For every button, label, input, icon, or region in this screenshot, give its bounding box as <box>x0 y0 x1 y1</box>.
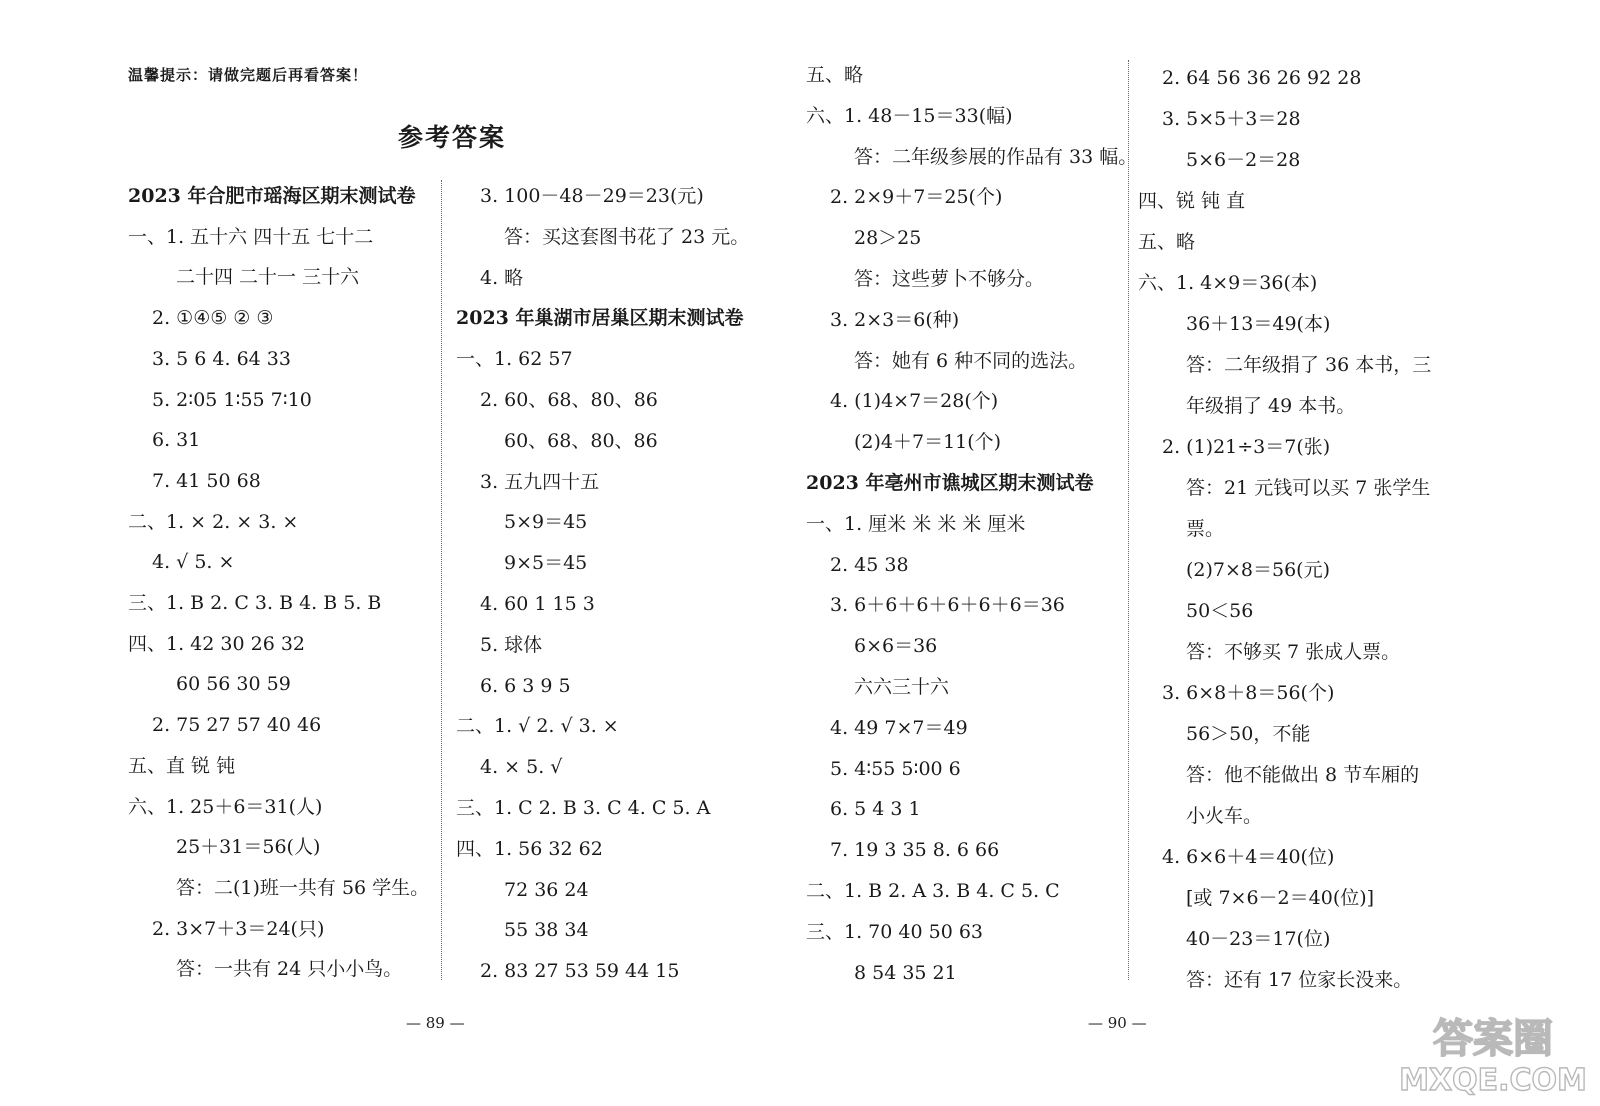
answer-line: 2. 75 27 57 40 46 <box>152 714 322 736</box>
answer-line: 四、锐 钝 直 <box>1138 190 1246 212</box>
answer-line: 60、68、80、86 <box>504 430 658 452</box>
answer-line: 4. × 5. √ <box>480 756 563 778</box>
answer-line: 答：他不能做出 8 节车厢的 <box>1186 764 1420 786</box>
answer-line: (2)4＋7＝11(个) <box>854 431 1002 453</box>
page-number-right: — 90 — <box>1088 1014 1147 1032</box>
answer-line: 2. 3×7＋3＝24(只) <box>152 918 325 940</box>
answer-line: 二、1. B 2. A 3. B 4. C 5. C <box>806 880 1060 902</box>
answer-line: 2. 60、68、80、86 <box>480 389 658 411</box>
answer-line: (2)7×8＝56(元) <box>1186 559 1331 581</box>
answer-line: 5. 2∶05 1∶55 7∶10 <box>152 389 312 411</box>
page-number-left: — 89 — <box>406 1014 465 1032</box>
answer-line: 二、1. × 2. × 3. × <box>128 511 299 533</box>
answer-line: 一、1. 厘米 米 米 米 厘米 <box>806 513 1026 535</box>
answer-line: 5. 4∶55 5∶00 6 <box>830 758 961 780</box>
answer-line: 五、直 锐 钝 <box>128 755 236 777</box>
answer-line: 3. 2×3＝6(种) <box>830 309 960 331</box>
answer-line: 2. 64 56 36 26 92 28 <box>1162 67 1362 89</box>
svg-text:答案圈: 答案圈 <box>1433 1016 1553 1062</box>
answer-line: 答：这些萝卜不够分。 <box>854 268 1045 290</box>
answer-line: 答：还有 17 位家长没来。 <box>1186 969 1413 991</box>
section-heading: 2023 年亳州市谯城区期末测试卷 <box>806 472 1094 494</box>
answer-line: 3. 100－48－29＝23(元) <box>480 185 704 207</box>
page-title: 参考答案 <box>398 123 507 152</box>
answer-line: 年级捐了 49 本书。 <box>1186 395 1356 417</box>
answer-line: 4. 略 <box>480 267 524 289</box>
section-heading: 2023 年巢湖市居巢区期末测试卷 <box>456 307 744 329</box>
answer-line: 40－23＝17(位) <box>1186 928 1331 950</box>
answer-line: 3. 5 6 4. 64 33 <box>152 348 291 370</box>
answer-line: 55 38 34 <box>504 919 589 941</box>
answer-line: 四、1. 42 30 26 32 <box>128 633 305 655</box>
answer-line: 4. (1)4×7＝28(个) <box>830 390 999 412</box>
answer-line: 4. 60 1 15 3 <box>480 593 595 615</box>
svg-text:MXQE.COM: MXQE.COM <box>1399 1063 1587 1098</box>
answer-line: [或 7×6－2＝40(位)] <box>1186 887 1375 909</box>
answer-line: 7. 41 50 68 <box>152 470 261 492</box>
answer-line: 三、1. B 2. C 3. B 4. B 5. B <box>128 592 382 614</box>
answer-line: 2. 45 38 <box>830 554 909 576</box>
answer-line: 2. 83 27 53 59 44 15 <box>480 960 680 982</box>
answer-line: 8 54 35 21 <box>854 962 957 984</box>
answer-line: 9×5＝45 <box>504 552 588 574</box>
answer-line: 票。 <box>1186 518 1225 540</box>
column-divider <box>1128 60 1129 980</box>
answer-line: 60 56 30 59 <box>176 673 291 695</box>
answer-line: 3. 五九四十五 <box>480 471 600 493</box>
answer-line: 六、1. 48－15＝33(幅) <box>806 105 1013 127</box>
answer-line: 25＋31＝56(人) <box>176 836 321 858</box>
answer-line: 二十四 二十一 三十六 <box>176 266 360 288</box>
answer-line: 4. 49 7×7＝49 <box>830 717 968 739</box>
answer-line: 三、1. C 2. B 3. C 4. C 5. A <box>456 797 711 819</box>
answer-line: 六六三十六 <box>854 676 950 698</box>
answer-line: 56＞50，不能 <box>1186 723 1311 745</box>
answer-line: 五、略 <box>1138 231 1196 253</box>
answer-line: 答：不够买 7 张成人票。 <box>1186 641 1401 663</box>
column-divider <box>441 180 442 980</box>
answer-line: 5×9＝45 <box>504 511 588 533</box>
answer-line: 6×6＝36 <box>854 635 938 657</box>
answer-line: 答：二(1)班一共有 56 学生。 <box>176 877 430 899</box>
section-heading: 2023 年合肥市瑶海区期末测试卷 <box>128 185 416 207</box>
answer-line: 三、1. 70 40 50 63 <box>806 921 983 943</box>
reminder-tip: 温馨提示：请做完题后再看答案！ <box>128 66 369 84</box>
answer-line: 6. 5 4 3 1 <box>830 798 921 820</box>
answer-line: 答：二年级捐了 36 本书，三 <box>1186 354 1432 376</box>
answer-line: 四、1. 56 32 62 <box>456 838 603 860</box>
answer-line: 50＜56 <box>1186 600 1254 622</box>
answer-line: 5. 球体 <box>480 634 543 656</box>
answer-line: 六、1. 25＋6＝31(人) <box>128 796 323 818</box>
answer-line: 3. 5×5＋3＝28 <box>1162 108 1301 130</box>
answer-line: 4. √ 5. × <box>152 551 235 573</box>
answer-line: 答：一共有 24 只小小鸟。 <box>176 958 403 980</box>
answer-line: 2. 2×9＋7＝25(个) <box>830 186 1003 208</box>
answer-line: 28＞25 <box>854 227 922 249</box>
answer-line: 六、1. 4×9＝36(本) <box>1138 272 1318 294</box>
answer-line: 36＋13＝49(本) <box>1186 313 1331 335</box>
answer-line: 小火车。 <box>1186 805 1263 827</box>
answer-line: 一、1. 五十六 四十五 七十二 <box>128 226 374 248</box>
answer-line: 答：她有 6 种不同的选法。 <box>854 350 1088 372</box>
answer-line: 7. 19 3 35 8. 6 66 <box>830 839 1000 861</box>
answer-line: 5×6－2＝28 <box>1186 149 1301 171</box>
answer-line: 6. 6 3 9 5 <box>480 675 571 697</box>
answer-line: 答：买这套图书花了 23 元。 <box>504 226 750 248</box>
answer-line: 答：二年级参展的作品有 33 幅。 <box>854 146 1138 168</box>
answer-line: 五、略 <box>806 64 864 86</box>
answer-line: 72 36 24 <box>504 879 589 901</box>
answer-line: 答：21 元钱可以买 7 张学生 <box>1186 477 1431 499</box>
answer-line: 二、1. √ 2. √ 3. × <box>456 715 619 737</box>
answer-line: 4. 6×6＋4＝40(位) <box>1162 846 1335 868</box>
answer-line: 3. 6×8＋8＝56(个) <box>1162 682 1335 704</box>
site-watermark-logo <box>1398 1006 1588 1098</box>
answer-line: 2. (1)21÷3＝7(张) <box>1162 436 1331 458</box>
answer-line: 2. ①④⑤ ② ③ <box>152 307 274 329</box>
answer-line: 3. 6＋6＋6＋6＋6＋6＝36 <box>830 594 1065 616</box>
answer-line: 一、1. 62 57 <box>456 348 573 370</box>
answer-line: 6. 31 <box>152 429 201 451</box>
